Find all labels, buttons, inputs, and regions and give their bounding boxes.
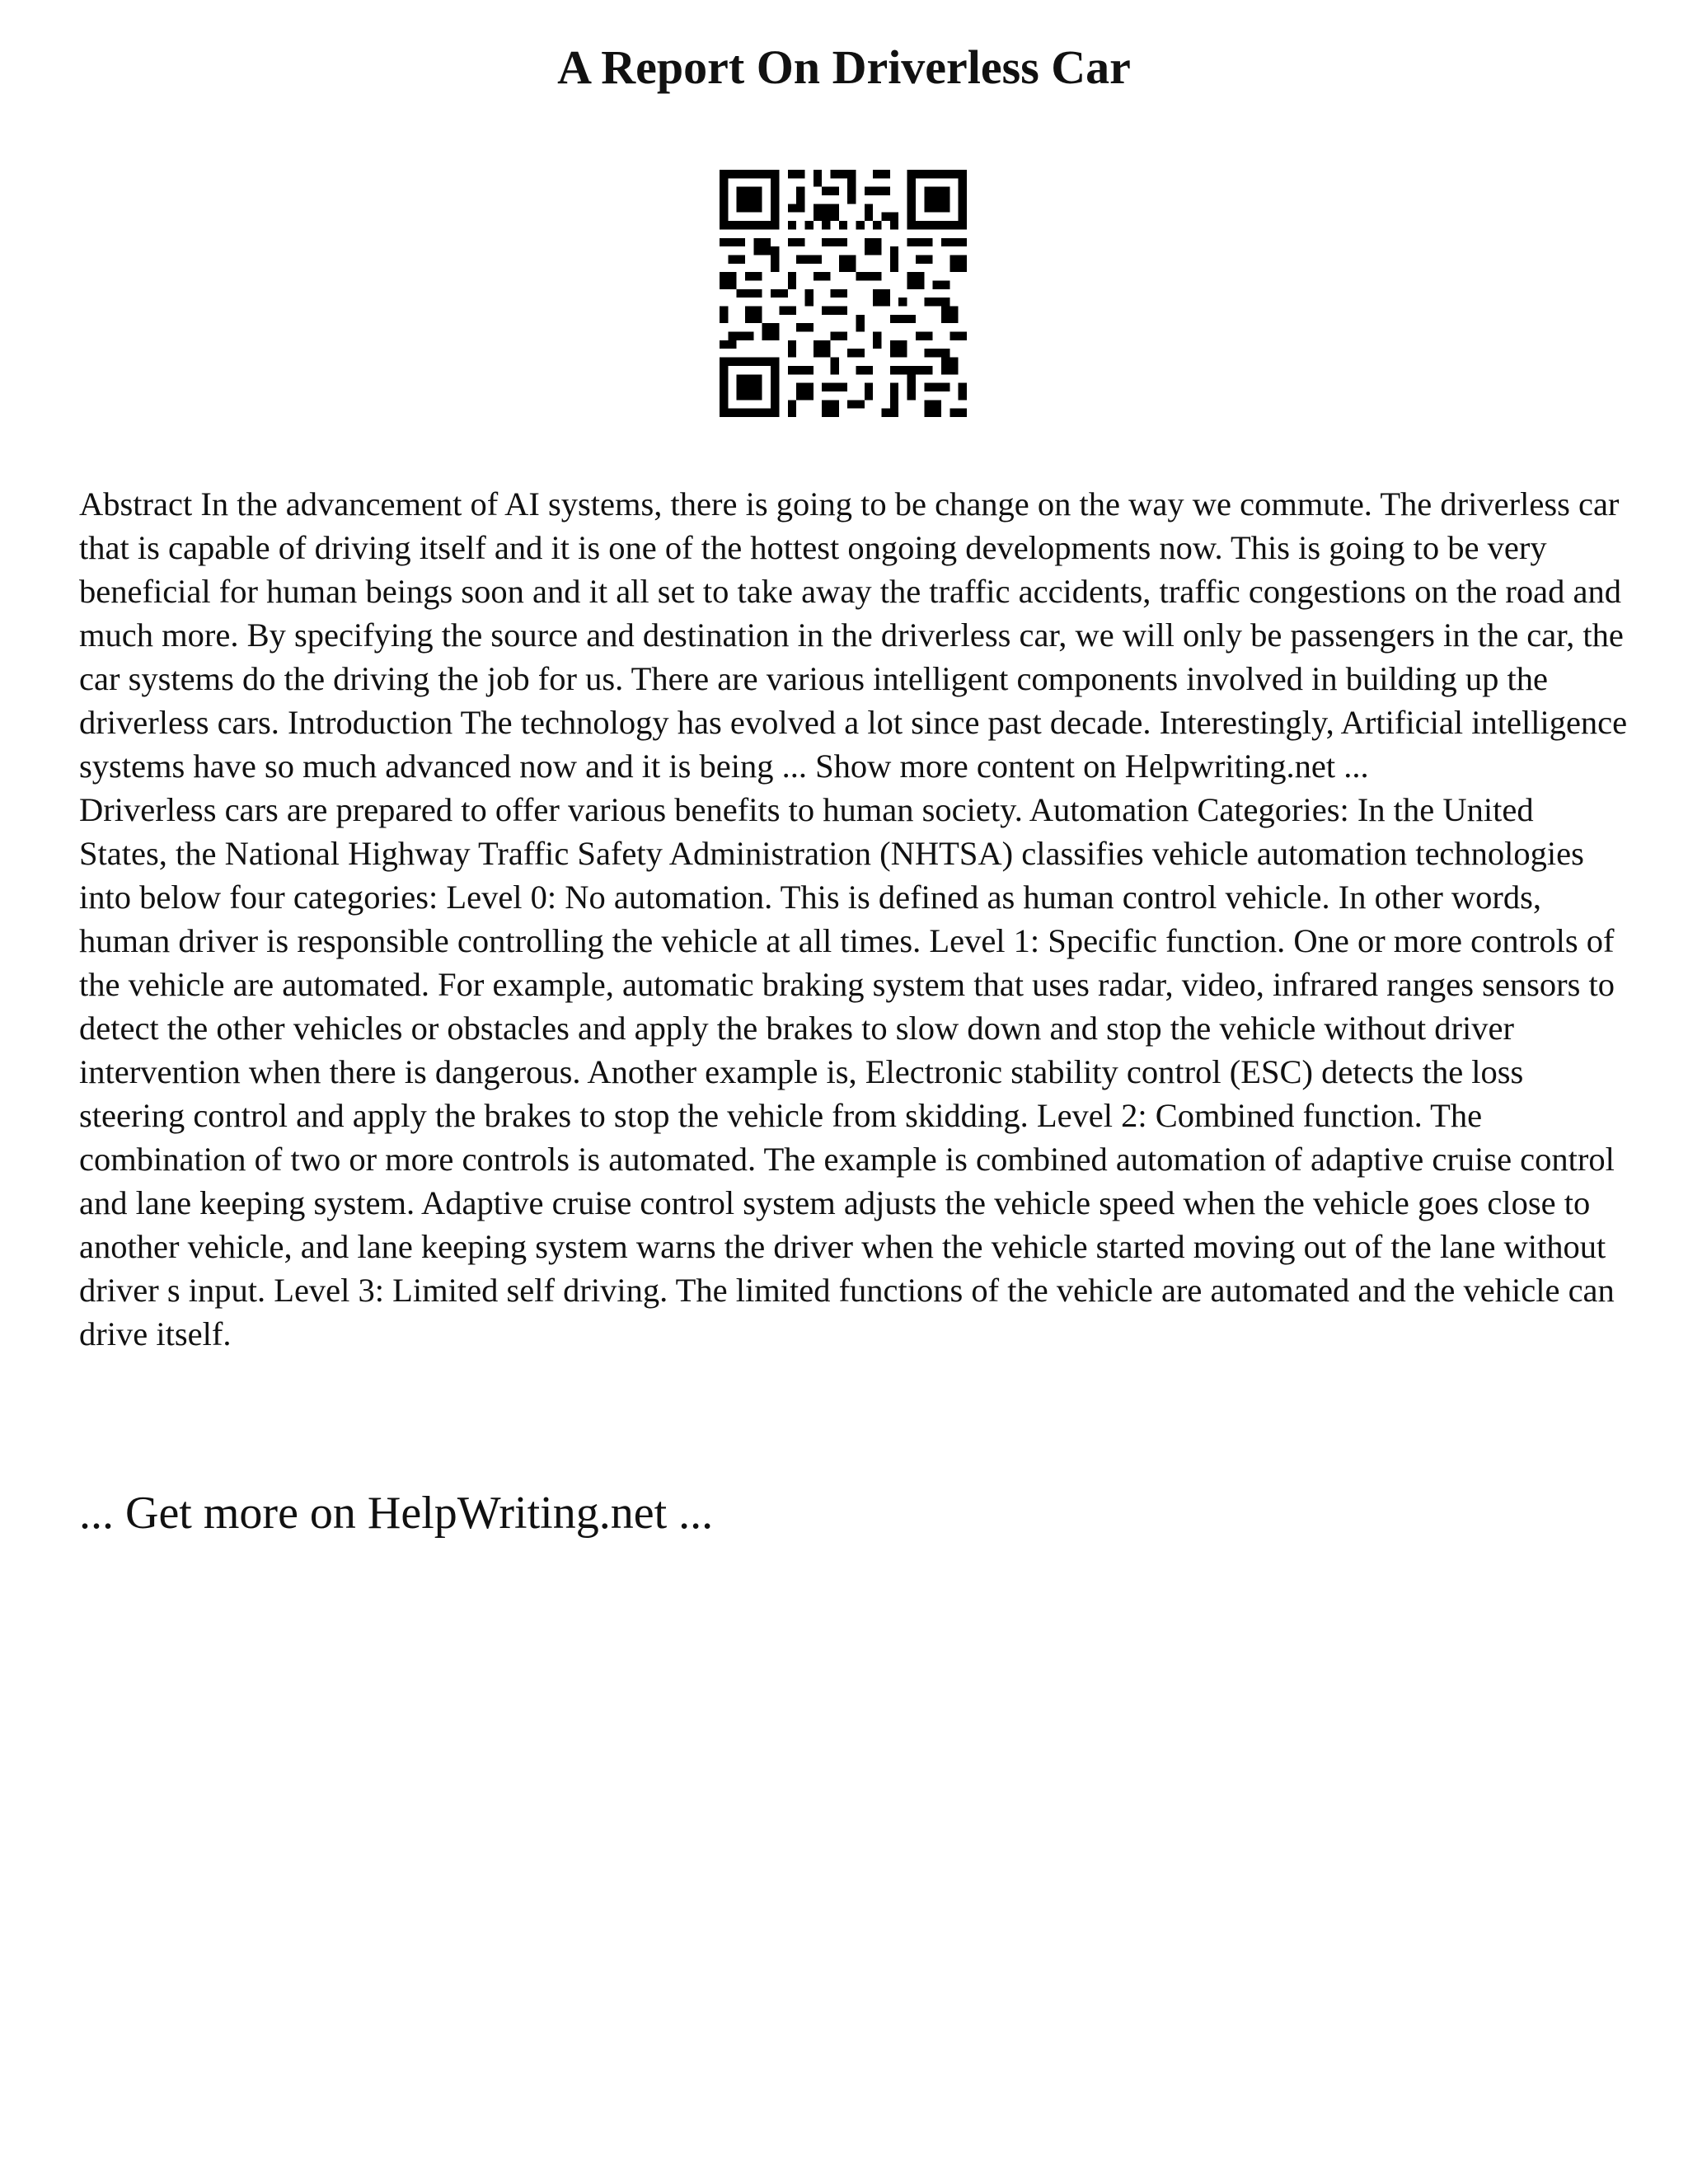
paragraph-automation-categories: Driverless cars are prepared to offer various benefits to human society. Automation Categories: In the United States, the National Highway Traffic Safety Administration (NHTSA) classifies vehicle automation technologies into below four categories: Level 0: No automation. This is defined as human control vehicle. In other words, human driver is responsible controlling the vehicle at all times. Level 1: Specific function. One or more controls of the vehicle are automated. For example, automatic braking system that uses radar, video, infrared ranges sensors to detect the other vehicles or obstacles and apply the brakes to slow down and stop the vehicle without driver intervention when there is dangerous. Another example is, Electronic stability control (ESC) detects the loss steering control and apply the brakes to stop the vehicle from skidding. Level 2: Combined function. The combination of two or more controls is automated. The example is combined automation of adaptive cruise control and lane keeping system. Adaptive cruise control system adjusts the vehicle speed when the vehicle goes close to another vehicle, and lane keeping system warns the driver when the vehicle started moving out of the lane without driver s input. Level 3: Limited self driving. The limited functions of the vehicle are automated and the vehicle can drive itself. xyxy=(79,791,1615,1352)
report-body xyxy=(79,482,1629,1356)
paragraph-abstract: Abstract In the advancement of AI systems, there is going to be change on the way we commute. The driverless car that is capable of driving itself and it is one of the hottest ongoing developments now. This is going to be very beneficial for human beings soon and it all set to take away the traffic accidents, traffic congestions on the road and much more. By specifying the source and destination in the driverless car, we will only be passengers in the car, the car systems do the driving the job for us. There are various intelligent components involved in building up the driverless cars. Introduction The technology has evolved a lot since past decade. Interestingly, Artificial intelligence systems have so much advanced now and it is being ... Show more content on Helpwriting.net ... xyxy=(79,485,1628,785)
get-more-link[interactable]: ... Get more on HelpWriting.net ... xyxy=(79,1488,714,1539)
qr-code-icon xyxy=(720,170,967,417)
page-title: A Report On Driverless Car xyxy=(557,40,1131,94)
